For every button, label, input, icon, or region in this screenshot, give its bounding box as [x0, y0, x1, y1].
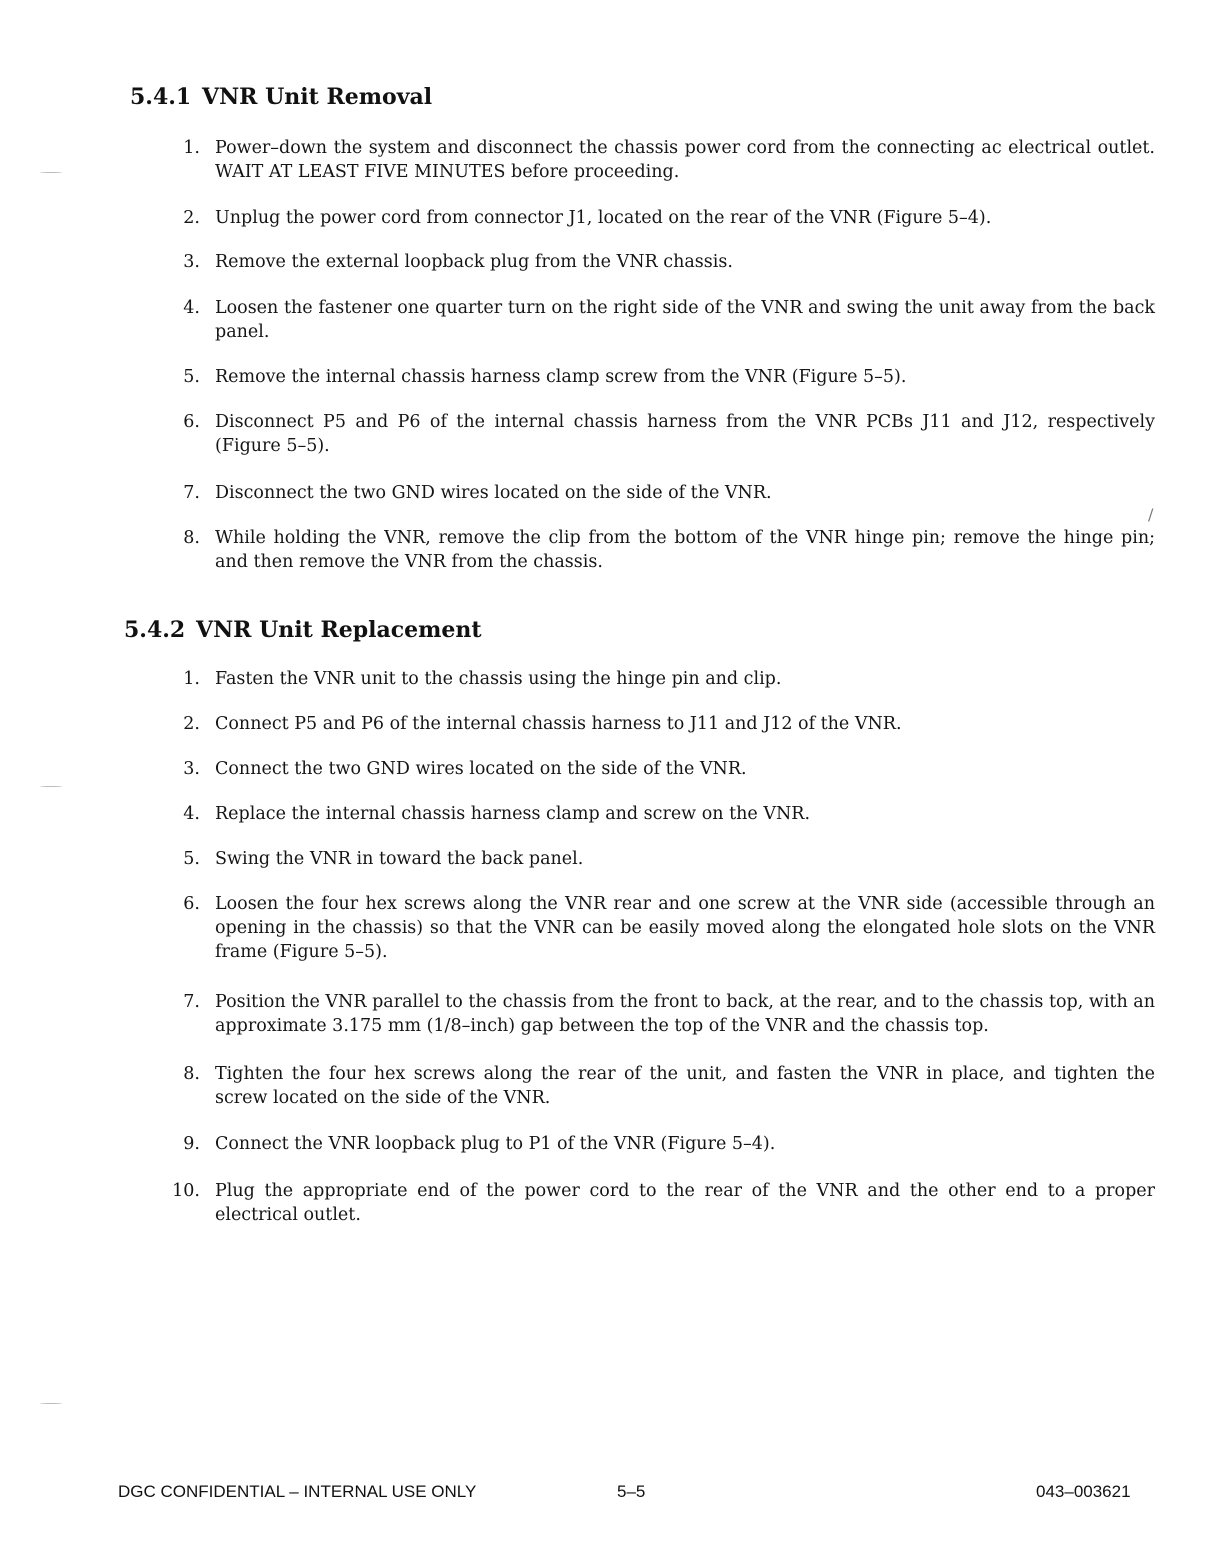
step-number: 2.: [183, 714, 200, 734]
section-heading-replacement: [124, 617, 482, 643]
scan-mark: [40, 172, 62, 173]
step-text: Disconnect P5 and P6 of the internal chassis harness from the VNR PCBs J11 and J12, respectively (Figure 5–5).: [215, 412, 1155, 456]
footer-doc-number: 043–003621: [1036, 1482, 1131, 1501]
step-number: 8.: [183, 1064, 200, 1084]
step-number: 7.: [183, 992, 200, 1012]
step-text: Loosen the fastener one quarter turn on the right side of the VNR and swing the unit away from the back panel.: [215, 298, 1155, 342]
step-number: 5.: [183, 849, 200, 869]
step-text: Unplug the power cord from connector J1, located on the rear of the VNR (Figure 5–4).: [215, 208, 992, 228]
step-number: 9.: [183, 1134, 200, 1154]
step-text: Connect the VNR loopback plug to P1 of the VNR (Figure 5–4).: [215, 1134, 776, 1154]
step-number: 4.: [183, 804, 200, 824]
step-text: Loosen the four hex screws along the VNR rear and one screw at the VNR side (accessible through an opening in the chassis) so that the VNR can be easily moved along the elongated hole slots on the VNR frame (Figure 5–5).: [215, 894, 1155, 962]
step-text: Plug the appropriate end of the power cord to the rear of the VNR and the other end to a proper electrical outlet.: [215, 1181, 1155, 1225]
step-text: Replace the internal chassis harness clamp and screw on the VNR.: [215, 804, 811, 824]
step-text: Connect P5 and P6 of the internal chassis harness to J11 and J12 of the VNR.: [215, 714, 902, 734]
section-number: 5.4.2: [124, 617, 186, 643]
step-number: 7.: [183, 483, 200, 503]
step-number: 6.: [183, 894, 200, 914]
step-number: 2.: [183, 208, 200, 228]
step-text: Swing the VNR in toward the back panel.: [215, 849, 584, 869]
step-number: 6.: [183, 412, 200, 432]
step-number: 8.: [183, 528, 200, 548]
scan-mark: [40, 786, 62, 787]
section-heading-removal: [130, 84, 432, 110]
step-text: Fasten the VNR unit to the chassis using the hinge pin and clip.: [215, 669, 782, 689]
section-title: VNR Unit Replacement: [196, 617, 482, 643]
step-text: While holding the VNR, remove the clip from the bottom of the VNR hinge pin; remove the hinge pin; and then remove the VNR from the chassis.: [215, 528, 1155, 572]
scan-speck: /: [1148, 505, 1154, 524]
step-number: 1.: [183, 138, 200, 158]
step-number: 4.: [183, 298, 200, 318]
step-text: Remove the internal chassis harness clamp screw from the VNR (Figure 5–5).: [215, 367, 907, 387]
step-text: Tighten the four hex screws along the rear of the unit, and fasten the VNR in place, and tighten the screw located on the side of the VNR.: [215, 1064, 1155, 1108]
footer-confidential: DGC CONFIDENTIAL – INTERNAL USE ONLY: [118, 1482, 477, 1501]
step-number: 3.: [183, 759, 200, 779]
step-number: 5.: [183, 367, 200, 387]
step-text: Position the VNR parallel to the chassis from the front to back, at the rear, and to the chassis top, with an approximate 3.175 mm (1/8–inch) gap between the top of the VNR and the chassis top.: [215, 992, 1155, 1036]
step-text: Connect the two GND wires located on the side of the VNR.: [215, 759, 747, 779]
step-text: Disconnect the two GND wires located on the side of the VNR.: [215, 483, 772, 503]
section-number: 5.4.1: [130, 84, 192, 110]
step-text: Remove the external loopback plug from the VNR chassis.: [215, 252, 733, 272]
step-number: 3.: [183, 252, 200, 272]
scan-mark: [40, 1403, 62, 1404]
footer-page-number: 5–5: [617, 1482, 646, 1501]
section-title: VNR Unit Removal: [202, 84, 433, 110]
step-number: 10.: [172, 1181, 200, 1201]
step-number: 1.: [183, 669, 200, 689]
step-text: Power–down the system and disconnect the chassis power cord from the connecting ac electrical outlet. WAIT AT LEAST FIVE MINUTES before proceeding.: [215, 138, 1155, 182]
